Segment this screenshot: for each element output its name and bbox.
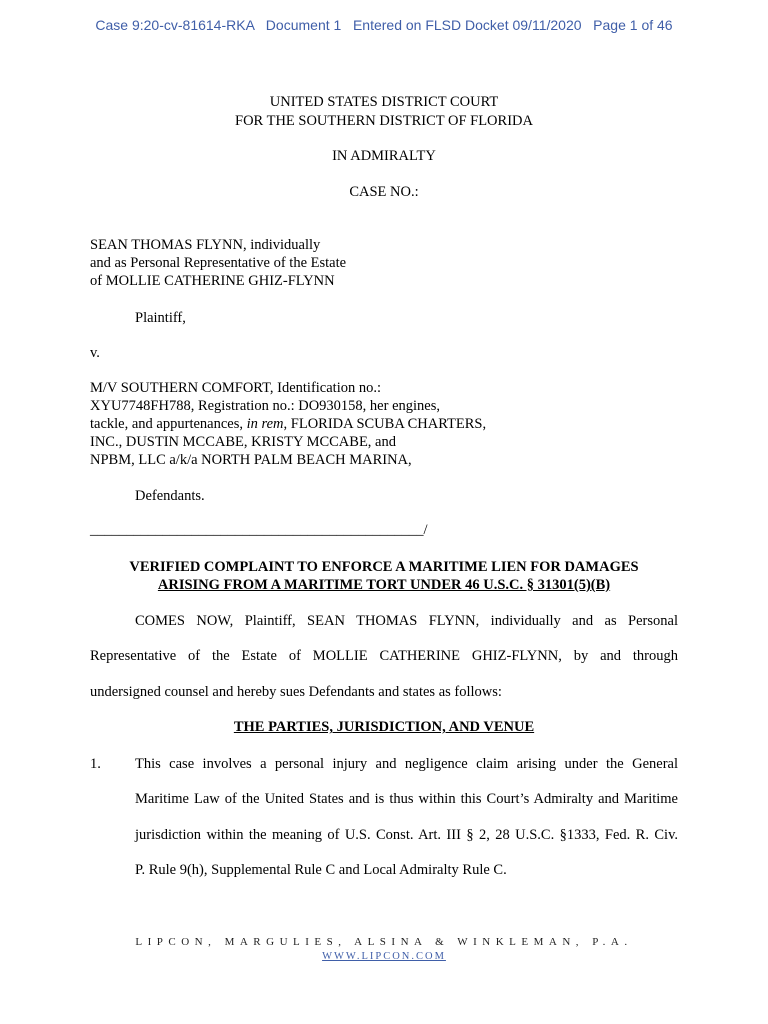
section-heading xyxy=(0,718,768,736)
paragraph-number: 1. xyxy=(90,756,101,772)
defendants-line4: INC., DUSTIN MCCABE, KRISTY MCCABE, and xyxy=(90,434,396,450)
defendants-role: Defendants. xyxy=(135,488,205,504)
defendants-line3-post: , FLORIDA SCUBA CHARTERS, xyxy=(283,416,487,432)
complaint-title-line1: VERIFIED COMPLAINT TO ENFORCE A MARITIME LIEN FOR DAMAGES xyxy=(129,559,639,575)
case-number-label: CASE NO.: xyxy=(349,184,419,200)
paragraph1-line3: jurisdiction within the meaning of U.S. Const. Art. III § 2, 28 U.S.C. §1333, Fed. R. Civ. xyxy=(135,827,678,843)
defendants-line1: M/V SOUTHERN COMFORT, Identification no.: xyxy=(90,380,382,396)
court-district: FOR THE SOUTHERN DISTRICT OF FLORIDA xyxy=(235,113,533,129)
footer-firm-name: LIPCON, MARGULIES, ALSINA & WINKLEMAN, P.A. xyxy=(135,936,633,948)
plaintiff-role: Plaintiff, xyxy=(135,310,186,326)
complaint-title-line2-text: ARISING FROM A MARITIME TORT UNDER 46 U.S.C. § 31301(5)(B) xyxy=(157,577,611,593)
docket-header-stamp: Case 9:20-cv-81614-RKA Document 1 Entered on FLSD Docket 09/11/2020 Page 1 of 46 xyxy=(95,17,673,33)
intro-line2: Representative of the Estate of MOLLIE CATHERINE GHIZ-FLYNN, by and through xyxy=(90,648,678,664)
defendants-line3-pre: tackle, and appurtenances, xyxy=(90,416,247,432)
intro-line3: undersigned counsel and hereby sues Defendants and states as follows: xyxy=(90,684,502,700)
in-rem-text: in rem xyxy=(246,416,284,432)
intro-line1: COMES NOW, Plaintiff, SEAN THOMAS FLYNN, individually and as Personal xyxy=(135,613,678,629)
defendants-line3 xyxy=(90,415,486,433)
plaintiff-name-line2: and as Personal Representative of the Estate xyxy=(90,255,347,271)
versus: v. xyxy=(90,345,100,361)
defendants-line2: XYU7748FH788, Registration no.: DO930158, her engines, xyxy=(90,398,440,414)
defendants-line5: NPBM, LLC a/k/a NORTH PALM BEACH MARINA, xyxy=(90,452,412,468)
court-name: UNITED STATES DISTRICT COURT xyxy=(269,94,499,110)
footer-website-link[interactable]: WWW.LIPCON.COM xyxy=(322,951,446,962)
plaintiff-name-line1: SEAN THOMAS FLYNN, individually xyxy=(90,237,321,253)
paragraph1-line2: Maritime Law of the United States and is thus within this Court’s Admiralty and Maritime xyxy=(135,791,678,807)
complaint-title-line2 xyxy=(0,576,768,594)
plaintiff-name-line3: of MOLLIE CATHERINE GHIZ-FLYNN xyxy=(90,273,335,289)
paragraph1-line1: This case involves a personal injury and negligence claim arising under the General xyxy=(135,756,678,772)
paragraph1-line4: P. Rule 9(h), Supplemental Rule C and Local Admiralty Rule C. xyxy=(135,862,507,878)
section-heading-text: THE PARTIES, JURISDICTION, AND VENUE xyxy=(233,719,535,735)
court-jurisdiction: IN ADMIRALTY xyxy=(332,148,436,164)
caption-divider-line: ______________________________________________/ xyxy=(90,522,428,538)
